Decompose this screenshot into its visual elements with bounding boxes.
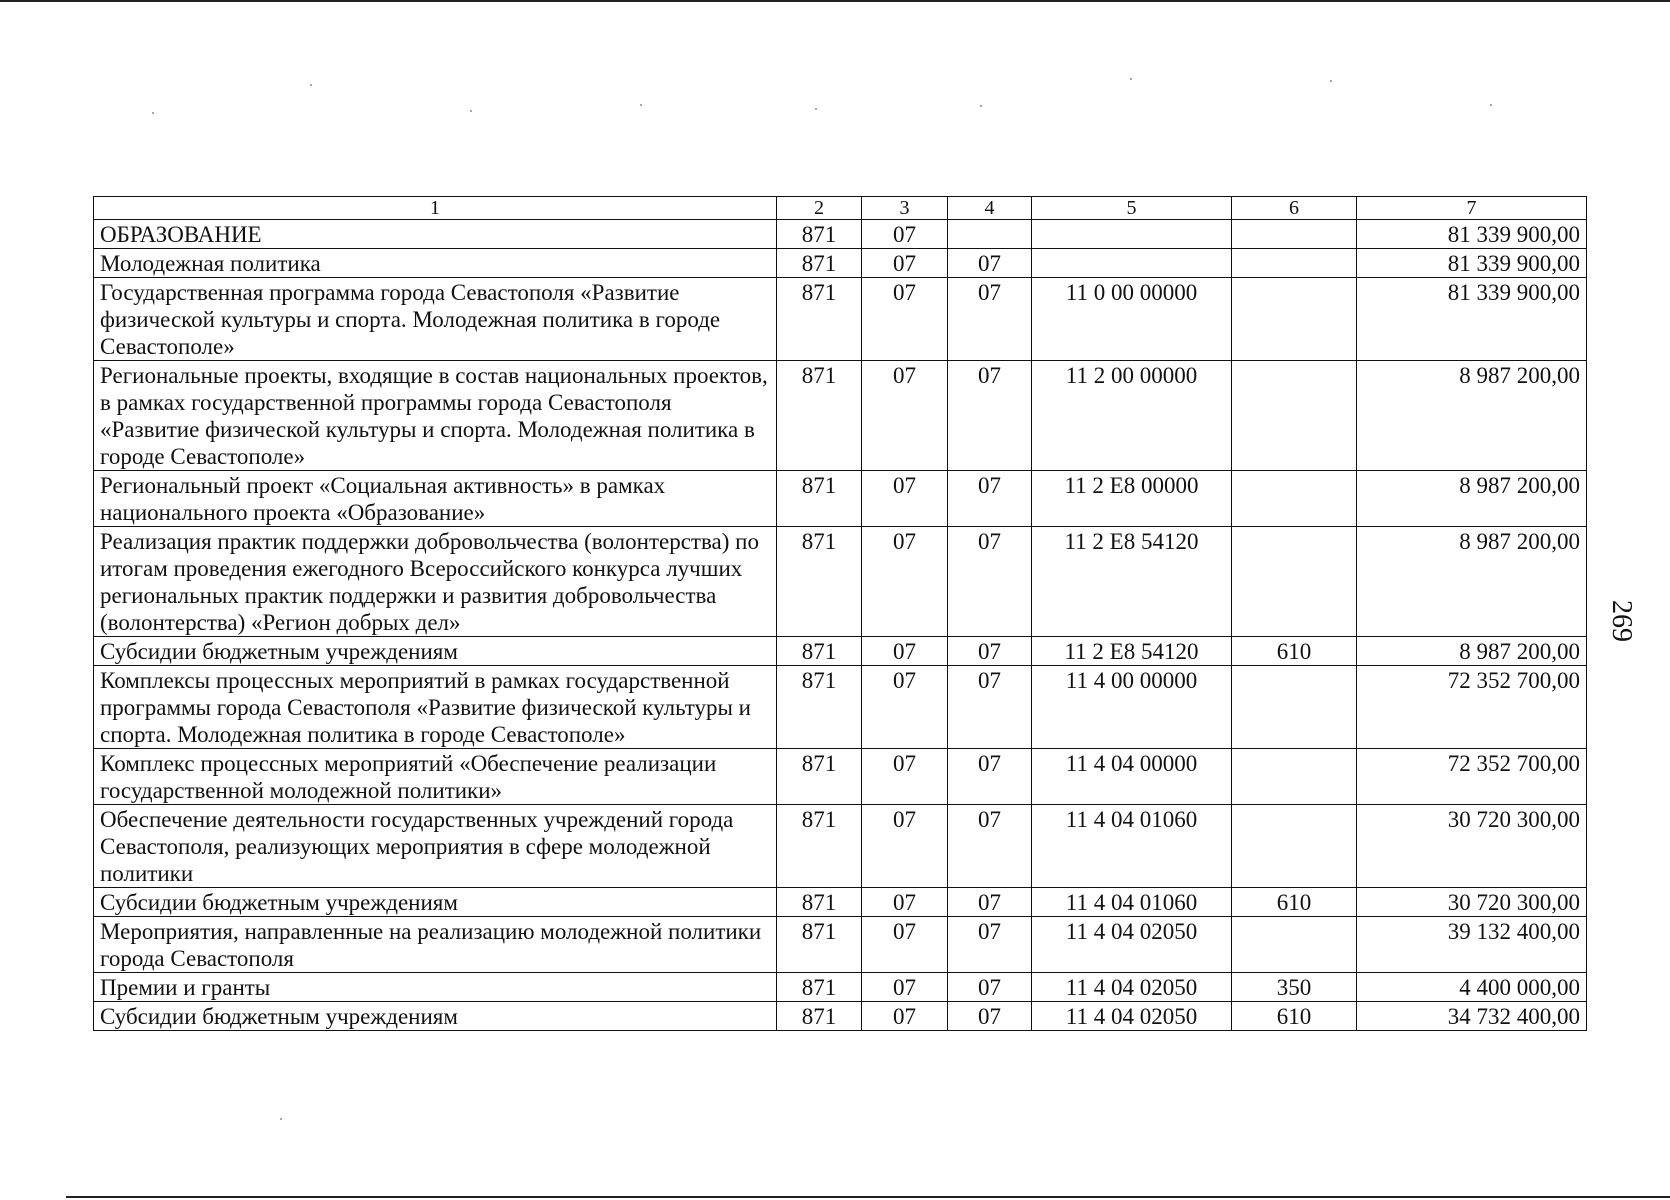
- expense-type-cell: [1232, 805, 1357, 888]
- target-article-cell: [1032, 220, 1232, 249]
- amount-cell: 81 339 900,00: [1357, 249, 1587, 278]
- header-cell: 2: [777, 197, 862, 220]
- admin-code-cell: 871: [777, 888, 862, 917]
- scan-border-bottom: [66, 1196, 1670, 1198]
- table-row: [94, 1002, 1587, 1031]
- subsection-cell: 07: [948, 637, 1032, 666]
- admin-code-cell: 871: [777, 471, 862, 527]
- admin-code-cell: 871: [777, 666, 862, 749]
- expense-type-cell: [1232, 278, 1357, 361]
- subsection-cell: 07: [948, 527, 1032, 637]
- admin-code-cell: 871: [777, 637, 862, 666]
- admin-code-cell: 871: [777, 249, 862, 278]
- table-row: [94, 637, 1587, 666]
- section-cell: 07: [862, 220, 948, 249]
- expense-type-cell: [1232, 471, 1357, 527]
- target-article-cell: 11 4 00 00000: [1032, 666, 1232, 749]
- subsection-cell: 07: [948, 1002, 1032, 1031]
- section-cell: 07: [862, 1002, 948, 1031]
- section-cell: 07: [862, 888, 948, 917]
- target-article-cell: 11 4 04 01060: [1032, 805, 1232, 888]
- scan-speck: [815, 108, 817, 110]
- target-article-cell: [1032, 249, 1232, 278]
- target-article-cell: 11 4 04 02050: [1032, 1002, 1232, 1031]
- amount-cell: 8 987 200,00: [1357, 361, 1587, 471]
- section-cell: 07: [862, 973, 948, 1002]
- admin-code-cell: 871: [777, 917, 862, 973]
- table-row: [94, 917, 1587, 973]
- target-article-cell: 11 4 04 02050: [1032, 917, 1232, 973]
- table-row: [94, 805, 1587, 888]
- expense-type-cell: [1232, 666, 1357, 749]
- admin-code-cell: 871: [777, 361, 862, 471]
- section-cell: 07: [862, 666, 948, 749]
- expense-type-cell: [1232, 527, 1357, 637]
- header-row: [94, 197, 1587, 220]
- expense-type-cell: 610: [1232, 637, 1357, 666]
- admin-code-cell: 871: [777, 278, 862, 361]
- scan-speck: [1130, 78, 1132, 80]
- table-row: [94, 278, 1587, 361]
- row-name-cell: Региональные проекты, входящие в состав национальных проектов, в рамках государственной программы города Севастополя «Развитие физической культуры и спорта. Молодежная политика в городе Севастополе»: [94, 361, 777, 471]
- subsection-cell: 07: [948, 973, 1032, 1002]
- subsection-cell: 07: [948, 749, 1032, 805]
- subsection-cell: 07: [948, 888, 1032, 917]
- row-name-cell: Региональный проект «Социальная активность» в рамках национального проекта «Образование»: [94, 471, 777, 527]
- header-cell: 6: [1232, 197, 1357, 220]
- section-cell: 07: [862, 278, 948, 361]
- amount-cell: 8 987 200,00: [1357, 471, 1587, 527]
- row-name-cell: ОБРАЗОВАНИЕ: [94, 220, 777, 249]
- table-row: [94, 749, 1587, 805]
- target-article-cell: 11 2 E8 00000: [1032, 471, 1232, 527]
- subsection-cell: 07: [948, 249, 1032, 278]
- amount-cell: 8 987 200,00: [1357, 637, 1587, 666]
- scan-speck: [310, 84, 312, 86]
- subsection-cell: 07: [948, 805, 1032, 888]
- row-name-cell: Молодежная политика: [94, 249, 777, 278]
- expense-type-cell: 350: [1232, 973, 1357, 1002]
- subsection-cell: 07: [948, 361, 1032, 471]
- header-cell: 7: [1357, 197, 1587, 220]
- admin-code-cell: 871: [777, 749, 862, 805]
- subsection-cell: [948, 220, 1032, 249]
- section-cell: 07: [862, 917, 948, 973]
- target-article-cell: 11 2 E8 54120: [1032, 637, 1232, 666]
- row-name-cell: Субсидии бюджетным учреждениям: [94, 888, 777, 917]
- page-number: 269: [1606, 600, 1637, 642]
- amount-cell: 30 720 300,00: [1357, 805, 1587, 888]
- amount-cell: 34 732 400,00: [1357, 1002, 1587, 1031]
- section-cell: 07: [862, 805, 948, 888]
- amount-cell: 81 339 900,00: [1357, 220, 1587, 249]
- section-cell: 07: [862, 637, 948, 666]
- admin-code-cell: 871: [777, 1002, 862, 1031]
- budget-table: [93, 196, 1587, 1031]
- section-cell: 07: [862, 749, 948, 805]
- table-row: [94, 249, 1587, 278]
- subsection-cell: 07: [948, 471, 1032, 527]
- table-row: [94, 888, 1587, 917]
- target-article-cell: 11 4 04 01060: [1032, 888, 1232, 917]
- row-name-cell: Комплекс процессных мероприятий «Обеспечение реализации государственной молодежной политики»: [94, 749, 777, 805]
- row-name-cell: Мероприятия, направленные на реализацию молодежной политики города Севастополя: [94, 917, 777, 973]
- scan-speck: [280, 1118, 282, 1120]
- amount-cell: 81 339 900,00: [1357, 278, 1587, 361]
- table-row: [94, 220, 1587, 249]
- admin-code-cell: 871: [777, 973, 862, 1002]
- section-cell: 07: [862, 527, 948, 637]
- expense-type-cell: [1232, 220, 1357, 249]
- header-cell: 3: [862, 197, 948, 220]
- section-cell: 07: [862, 361, 948, 471]
- amount-cell: 72 352 700,00: [1357, 749, 1587, 805]
- row-name-cell: Комплексы процессных мероприятий в рамках государственной программы города Севастополя «Развитие физической культуры и спорта. Молодежная политика в городе Севастополе»: [94, 666, 777, 749]
- admin-code-cell: 871: [777, 527, 862, 637]
- expense-type-cell: [1232, 249, 1357, 278]
- target-article-cell: 11 0 00 00000: [1032, 278, 1232, 361]
- section-cell: 07: [862, 471, 948, 527]
- row-name-cell: Обеспечение деятельности государственных учреждений города Севастополя, реализующих мероприятия в сфере молодежной политики: [94, 805, 777, 888]
- scan-speck: [980, 105, 982, 107]
- table-row: [94, 666, 1587, 749]
- table-row: [94, 361, 1587, 471]
- amount-cell: 8 987 200,00: [1357, 527, 1587, 637]
- scan-speck: [1490, 104, 1492, 106]
- table-row: [94, 471, 1587, 527]
- scan-speck: [152, 112, 154, 114]
- admin-code-cell: 871: [777, 805, 862, 888]
- expense-type-cell: 610: [1232, 888, 1357, 917]
- target-article-cell: 11 4 04 00000: [1032, 749, 1232, 805]
- amount-cell: 72 352 700,00: [1357, 666, 1587, 749]
- row-name-cell: Субсидии бюджетным учреждениям: [94, 1002, 777, 1031]
- header-cell: 1: [94, 197, 777, 220]
- amount-cell: 39 132 400,00: [1357, 917, 1587, 973]
- table-row: [94, 527, 1587, 637]
- subsection-cell: 07: [948, 917, 1032, 973]
- table-row: [94, 973, 1587, 1002]
- expense-type-cell: [1232, 749, 1357, 805]
- row-name-cell: Реализация практик поддержки добровольчества (волонтерства) по итогам проведения ежегодного Всероссийского конкурса лучших региональных практик поддержки и развития добровольчества (волонтерства) «Регион добрых дел»: [94, 527, 777, 637]
- target-article-cell: 11 4 04 02050: [1032, 973, 1232, 1002]
- target-article-cell: 11 2 00 00000: [1032, 361, 1232, 471]
- scan-border-top: [0, 0, 1670, 2]
- target-article-cell: 11 2 E8 54120: [1032, 527, 1232, 637]
- scan-speck: [1330, 80, 1332, 82]
- row-name-cell: Премии и гранты: [94, 973, 777, 1002]
- scan-speck: [640, 104, 642, 106]
- header-cell: 5: [1032, 197, 1232, 220]
- header-cell: 4: [948, 197, 1032, 220]
- subsection-cell: 07: [948, 278, 1032, 361]
- scan-speck: [470, 110, 472, 112]
- row-name-cell: Государственная программа города Севастополя «Развитие физической культуры и спорта. Молодежная политика в городе Севастополе»: [94, 278, 777, 361]
- admin-code-cell: 871: [777, 220, 862, 249]
- expense-type-cell: [1232, 917, 1357, 973]
- amount-cell: 4 400 000,00: [1357, 973, 1587, 1002]
- expense-type-cell: 610: [1232, 1002, 1357, 1031]
- subsection-cell: 07: [948, 666, 1032, 749]
- expense-type-cell: [1232, 361, 1357, 471]
- section-cell: 07: [862, 249, 948, 278]
- row-name-cell: Субсидии бюджетным учреждениям: [94, 637, 777, 666]
- amount-cell: 30 720 300,00: [1357, 888, 1587, 917]
